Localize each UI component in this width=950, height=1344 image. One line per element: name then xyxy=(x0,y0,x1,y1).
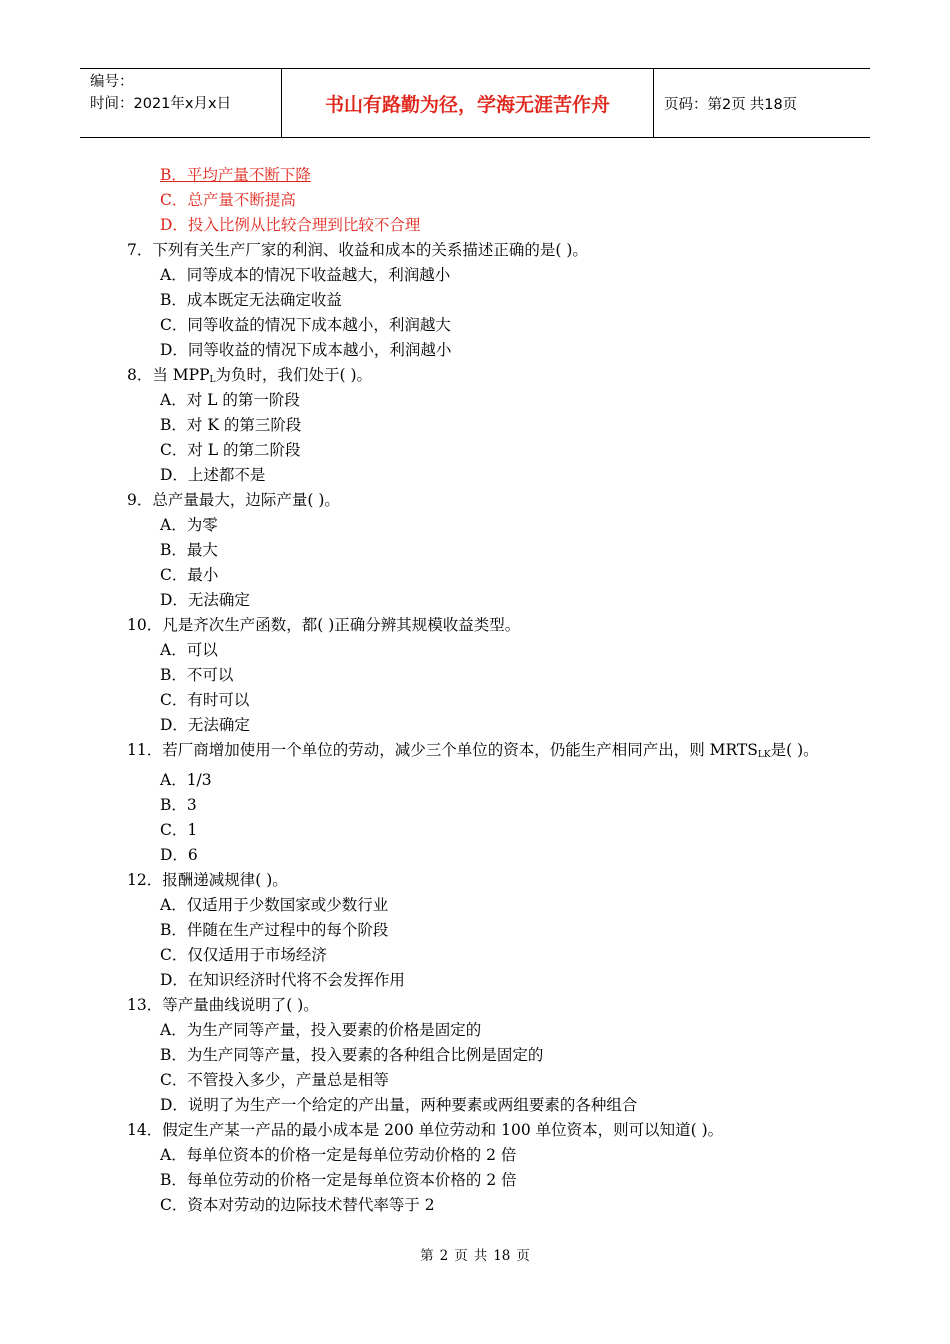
question-14: 14．假定生产某一产品的最小成本是 200 单位劳动和 100 单位资本，则可以知道( )。 xyxy=(127,1121,724,1139)
option-item: A．为零 xyxy=(160,516,218,534)
footer-total-pages: 18 xyxy=(493,1248,511,1264)
option-item: B．3 xyxy=(160,796,197,814)
header-page xyxy=(654,69,870,137)
question-7: 7．下列有关生产厂家的利润、收益和成本的关系描述正确的是( )。 xyxy=(127,241,588,259)
option-item: C．不管投入多少，产量总是相等 xyxy=(160,1071,389,1089)
number-label: 编号： xyxy=(90,74,134,90)
page-header xyxy=(80,68,870,138)
option-item: B．成本既定无法确定收益 xyxy=(160,291,342,309)
question-12: 12．报酬递减规律( )。 xyxy=(127,871,288,889)
footer-text: 页 xyxy=(454,1248,468,1264)
question-9: 9．总产量最大，边际产量( )。 xyxy=(127,491,340,509)
option-item: C．对 L 的第二阶段 xyxy=(160,441,301,459)
option-item: A．同等成本的情况下收益越大，利润越小 xyxy=(160,266,451,284)
option-item: C．资本对劳动的边际技术替代率等于 2 xyxy=(160,1196,435,1214)
option-item: D．在知识经济时代将不会发挥作用 xyxy=(160,971,405,989)
subscript: LK xyxy=(757,750,771,760)
footer-page-number: 2 xyxy=(439,1248,449,1264)
option-item: D．无法确定 xyxy=(160,591,250,609)
option-item: C．总产量不断提高 xyxy=(160,191,296,209)
subscript: L xyxy=(209,375,216,385)
option-item: B．为生产同等产量，投入要素的各种组合比例是固定的 xyxy=(160,1046,544,1064)
question-text: 8．当 MPP xyxy=(127,366,210,384)
option-item: B．伴随在生产过程中的每个阶段 xyxy=(160,921,389,939)
header-left xyxy=(80,69,282,137)
option-item: A．仅适用于少数国家或少数行业 xyxy=(160,896,389,914)
option-item: B．平均产量不断下降 xyxy=(160,166,311,184)
footer-text: 第 xyxy=(420,1248,434,1264)
option-item: D．同等收益的情况下成本越小，利润越小 xyxy=(160,341,452,359)
option-item: B．不可以 xyxy=(160,666,234,684)
option-item: D．无法确定 xyxy=(160,716,250,734)
footer-text: 页 xyxy=(516,1248,530,1264)
question-text: 为负时，我们处于( )。 xyxy=(215,366,373,384)
option-item: C．同等收益的情况下成本越小，利润越大 xyxy=(160,316,451,334)
question-11 xyxy=(112,738,827,768)
question-list xyxy=(127,163,847,1218)
page-label: 页码：第2页 xyxy=(664,96,746,113)
option-item: C．仅仅适用于市场经济 xyxy=(160,946,327,964)
total-label: 共18页 xyxy=(749,96,798,113)
option-item: A．对 L 的第一阶段 xyxy=(160,391,300,409)
option-item: C．最小 xyxy=(160,566,219,584)
option-item: C．1 xyxy=(160,821,198,839)
time-label: 时间：2021年x月x日 xyxy=(90,96,232,112)
option-item: B．对 K 的第三阶段 xyxy=(160,416,302,434)
footer-text: 共 xyxy=(473,1248,488,1264)
header-motto: 书山有路勤为径，学海无涯苦作舟 xyxy=(282,69,654,137)
option-item: A．每单位资本的价格一定是每单位劳动价格的 2 倍 xyxy=(160,1146,517,1164)
option-item: B．每单位劳动的价格一定是每单位资本价格的 2 倍 xyxy=(160,1171,517,1189)
option-item: C．有时可以 xyxy=(160,691,250,709)
option-item: A．可以 xyxy=(160,641,218,659)
option-item: D．投入比例从比较合理到比较不合理 xyxy=(160,216,421,234)
question-8 xyxy=(127,363,847,388)
option-item: A．为生产同等产量，投入要素的价格是固定的 xyxy=(160,1021,482,1039)
option-item: A．1/3 xyxy=(160,771,212,789)
option-item: D．6 xyxy=(160,846,198,864)
question-text: 11．若厂商增加使用一个单位的劳动，减少三个单位的资本，仍能生产相同产出，则 MRTS xyxy=(127,741,758,759)
page-footer xyxy=(0,1244,950,1264)
question-13: 13．等产量曲线说明了( )。 xyxy=(127,996,319,1014)
question-10: 10．凡是齐次生产函数，都( )正确分辨其规模收益类型。 xyxy=(127,616,521,634)
option-item: B．最大 xyxy=(160,541,218,559)
question-text: 是( )。 xyxy=(770,741,819,759)
option-item: D．上述都不是 xyxy=(160,466,266,484)
option-item: D．说明了为生产一个给定的产出量，两种要素或两组要素的各种组合 xyxy=(160,1096,638,1114)
